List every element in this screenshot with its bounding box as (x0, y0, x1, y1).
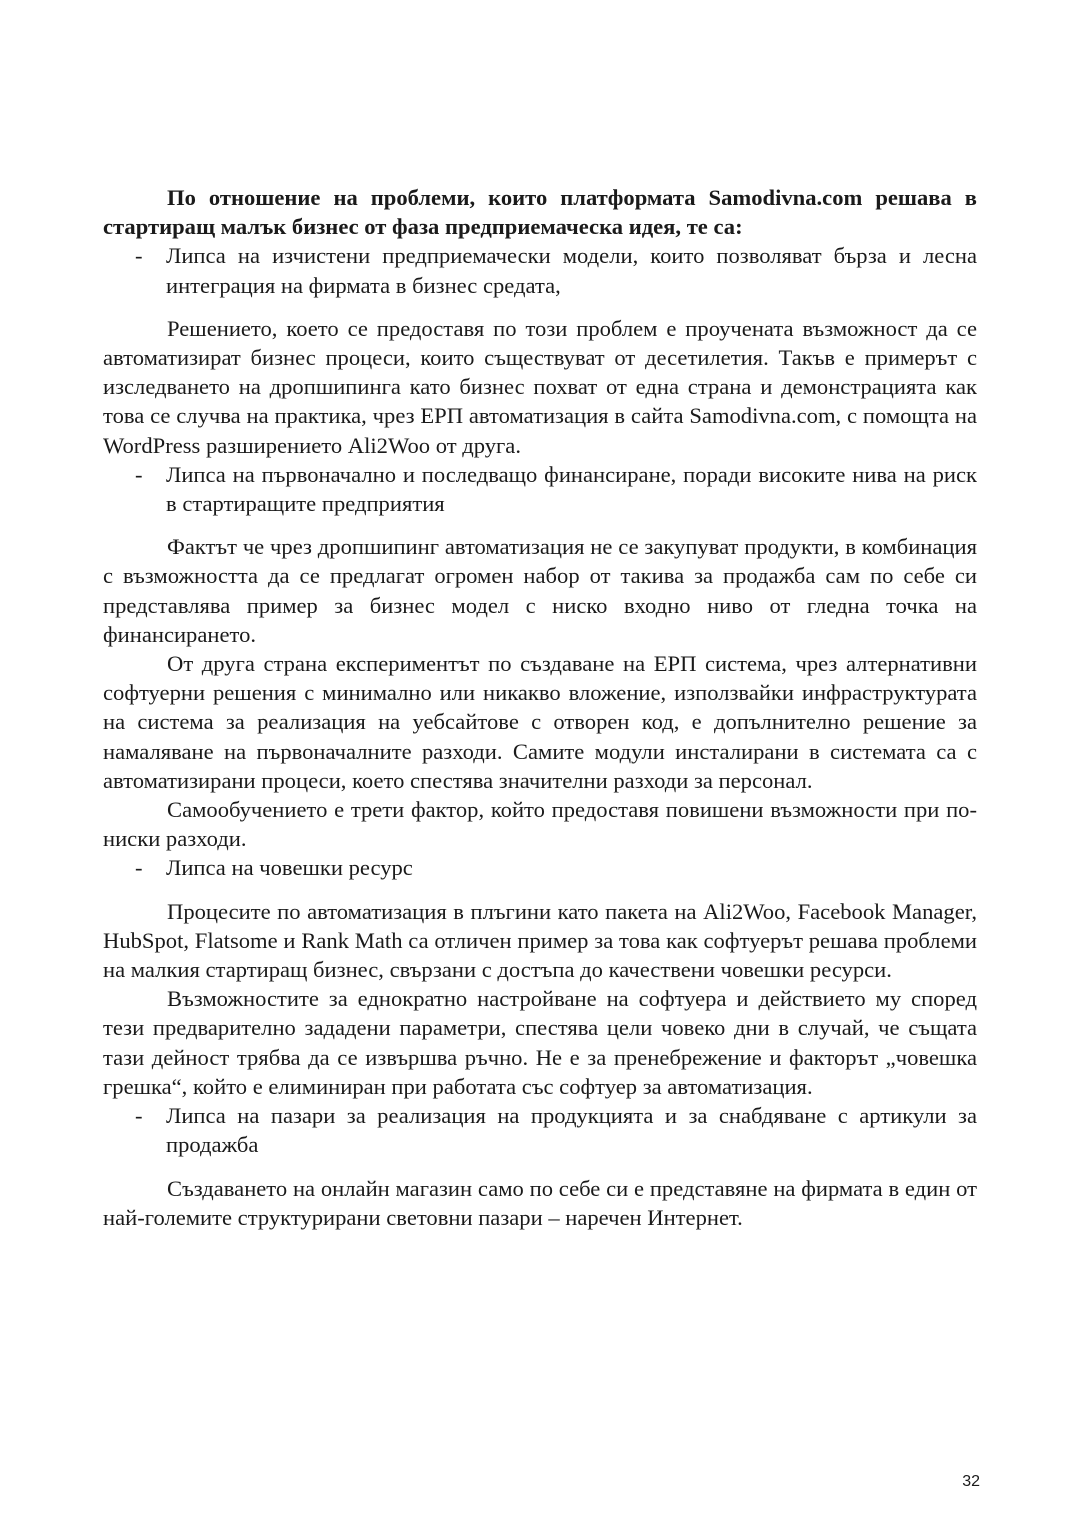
paragraph: Решението, което се предоставя по този проблем е проучената възможност да се автоматизират бизнес процеси, които съществуват от десетилетия. Такъв е примерът с изследването на дропшипинга като бизнес похват от една страна и демонстрацията как това се случва на практика, чрез ЕРП автоматизация в сайта Samodivna.com, с помощта на WordPress разширението Ali2Woo от друга. (103, 315, 977, 458)
bullet-marker: - (135, 461, 143, 487)
paragraph: Процесите по автоматизация в плъгини като пакета на Ali2Woo, Facebook Manager, HubSpot, Flatsome и Rank Math са отличен пример за това как софтуерът решава проблеми на малкия стартиращ бизнес, свързани с достъпа до качествени човешки ресурси. (103, 898, 977, 983)
list-item-text: Липса на изчистени предприемачески модели, които позволяват бърза и лесна интеграция на фирмата в бизнес средата, (166, 243, 977, 298)
list-item-text: Липса на човешки ресурс (166, 855, 413, 881)
document-body (103, 183, 977, 1232)
list-item (103, 241, 977, 299)
paragraph: Създаването на онлайн магазин само по себе си е представяне на фирмата в един от най-големите структурирани световни пазари – наречен Интернет. (103, 1175, 977, 1230)
paragraph: Фактът че чрез дропшипинг автоматизация не се закупуват продукти, в комбинация с възможността да се предлагат огромен набор от такива за продажба сам по себе си представлява пример за бизнес модел с ниско входно ниво от гледна точка на финансирането. (103, 534, 977, 647)
section-heading: По отношение на проблеми, които платформата Samodivna.com решава в стартиращ малък бизнес от фаза предприемаческа идея, те са: (103, 185, 977, 240)
bullet-marker: - (135, 1103, 143, 1129)
list-item (103, 853, 977, 882)
list-item (103, 460, 977, 518)
bullet-marker: - (135, 243, 143, 269)
list-item (103, 1101, 977, 1159)
bullet-marker: - (135, 855, 143, 881)
paragraph: Възможностите за еднократно настройване на софтуера и действието му според тези предварително зададени параметри, спестява цели човеко дни в случай, че същата тази дейност трябва да се извършва ръчно. Не е за пренебрежение и факторът „човешка грешка“, който е елиминиран при работата със софтуер за автоматизация. (103, 986, 977, 1099)
list-item-text: Липса на първоначално и последващо финансиране, поради високите нива на риск в стартиращите предприятия (166, 461, 977, 517)
list-item-text: Липса на пазари за реализация на продукцията и за снабдяване с артикули за продажба (166, 1103, 977, 1158)
page-number: 32 (962, 1473, 980, 1490)
paragraph: От друга страна експериментът по създаване на ЕРП система, чрез алтернативни софтуерни решения с минимално или никакво вложение, използвайки инфраструктурата на система за реализация на уебсайтове с отворен код, е допълнително решение за намаляване на първоначалните разходи. Самите модули инсталирани в системата са с автоматизирани процеси, което спестява значителни разходи за персонал. (103, 651, 977, 793)
paragraph: Самообучението е трети фактор, който предоставя повишени възможности при по-ниски разходи. (103, 797, 977, 852)
